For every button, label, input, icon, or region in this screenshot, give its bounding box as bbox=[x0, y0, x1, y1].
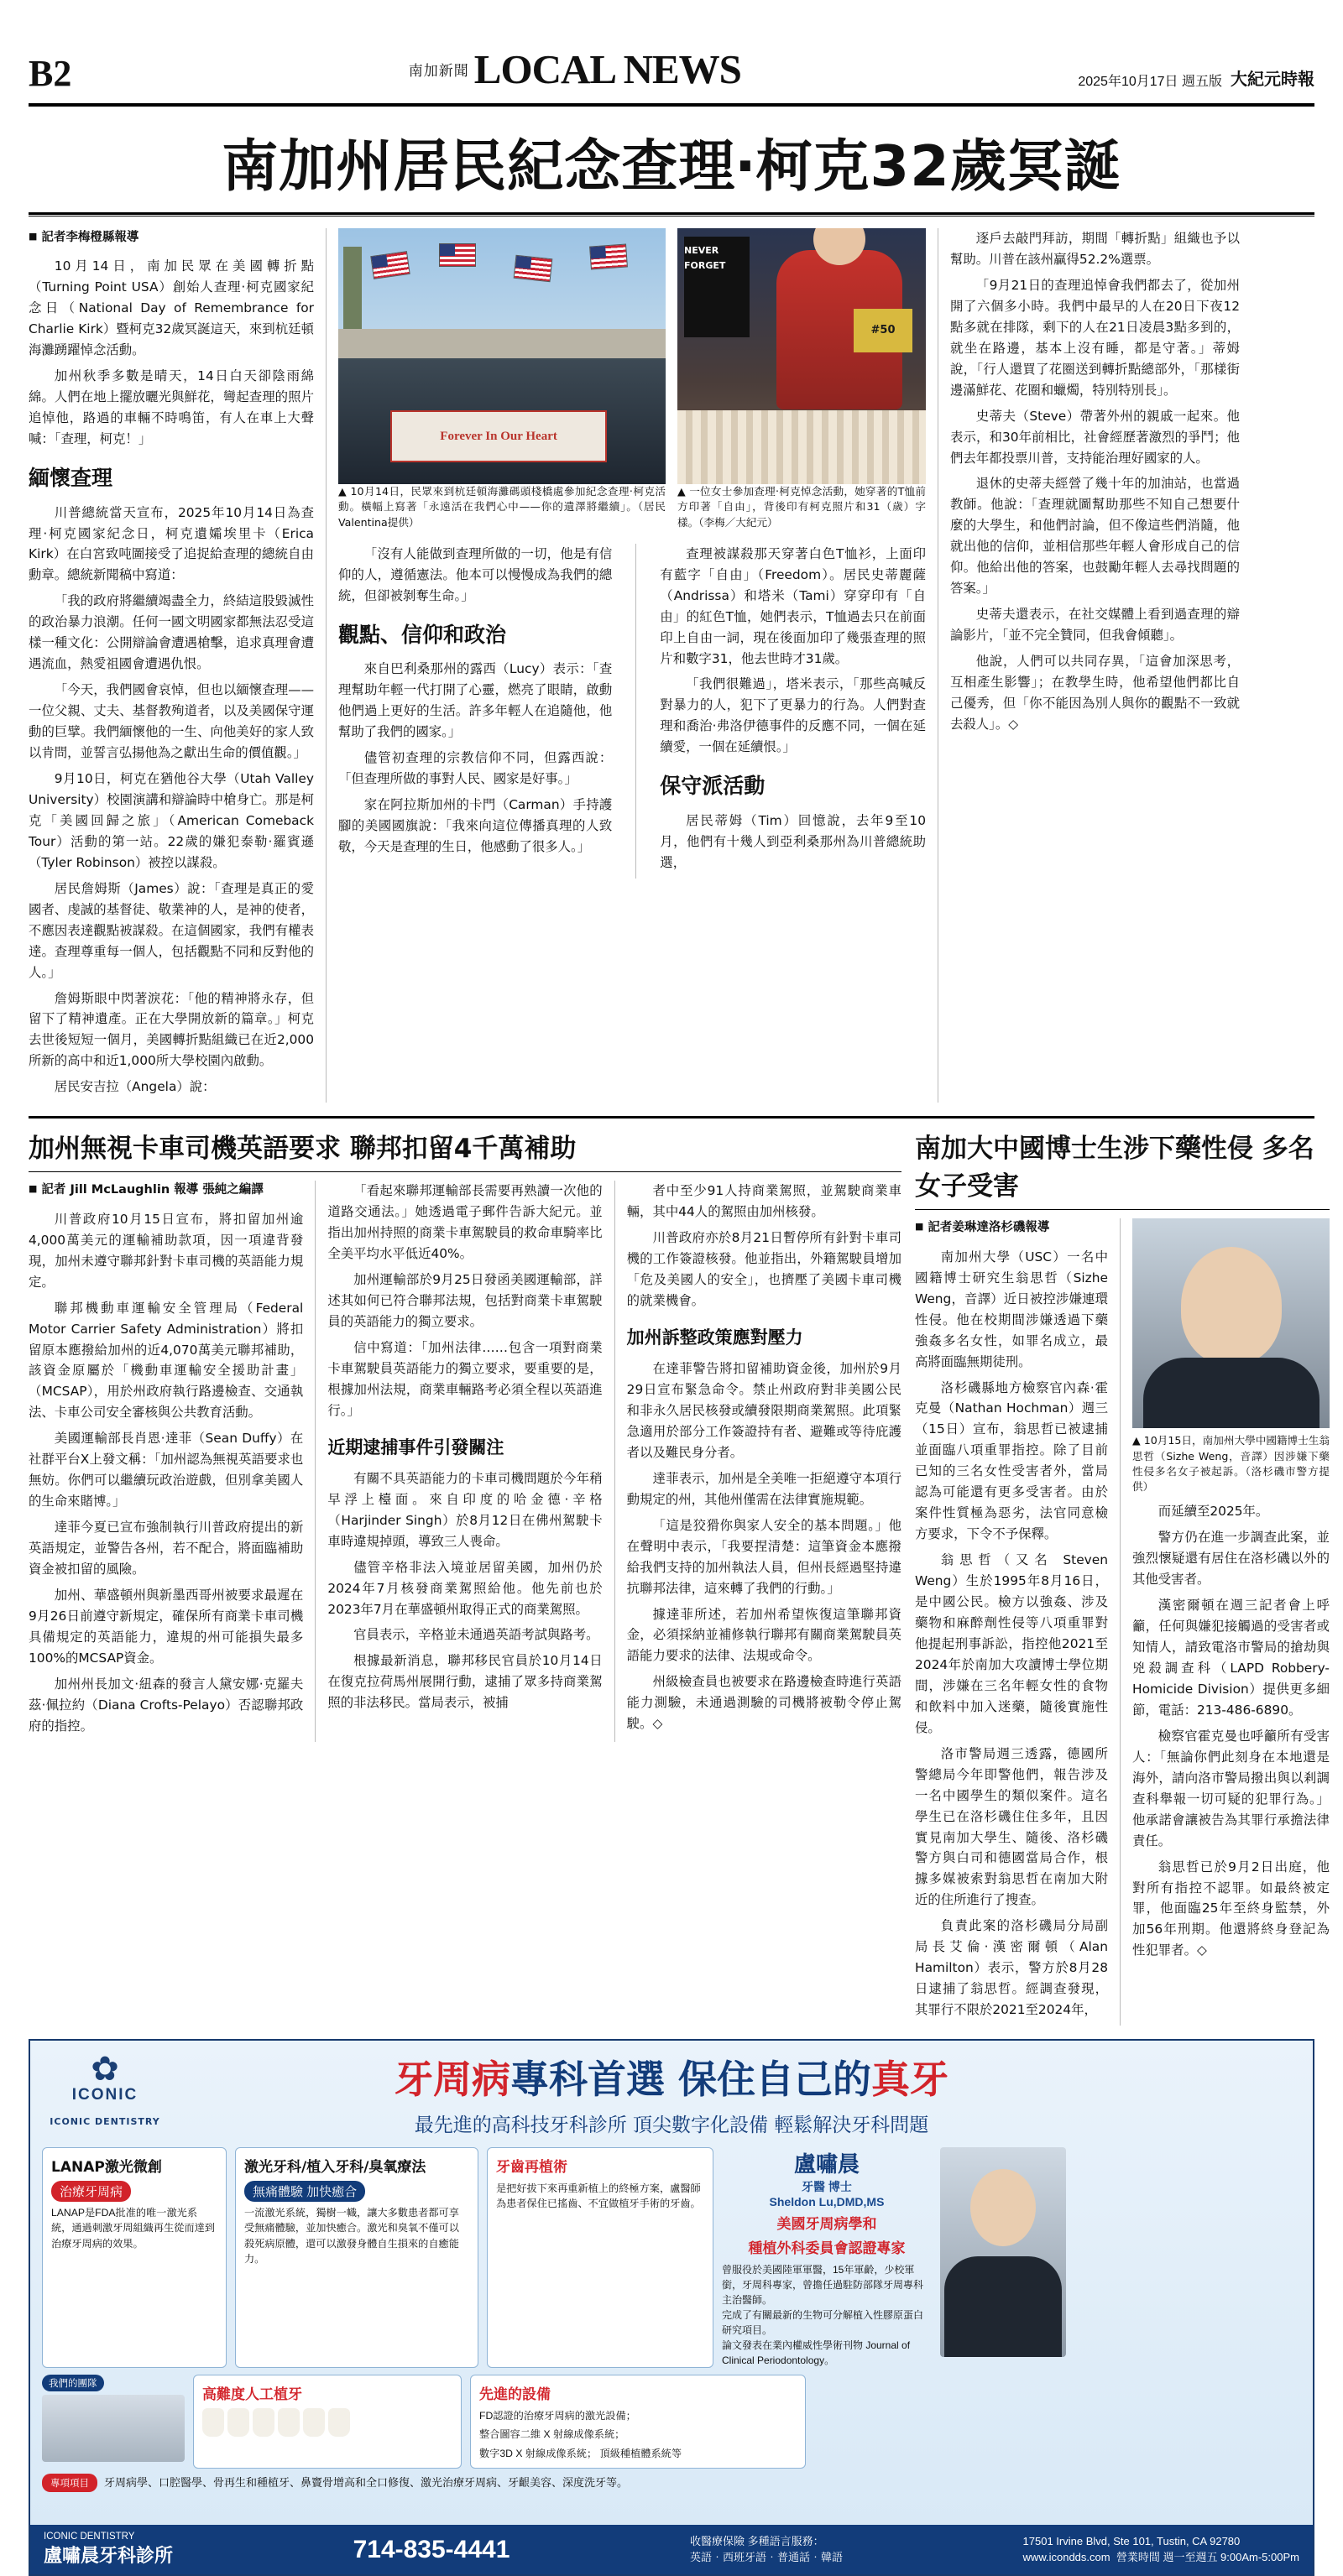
lead-right2-p-7: 史蒂夫還表示，在社交媒體上看到過查理的辯論影片，「並不完全贊同，但我會傾聽」。 bbox=[950, 607, 1240, 644]
photo-memorial-block bbox=[677, 228, 926, 530]
story3-p-7: 漢密爾頓在週三記者會上呼籲，任何與嫌犯接觸過的受害者或知情人，請致電洛市警局的搶劫與兇殺調查科（LAPD Robbery-Homicide Division）提供更多細節，電話：213-486-6890。 bbox=[1132, 1598, 1330, 1718]
ad-card-laser bbox=[235, 2147, 478, 2368]
photo-rally bbox=[338, 228, 666, 484]
story2-r-p-5: 據達菲所述，若加州希望恢復這筆聯邦資金，必須採納並補修執行聯邦有關商業駕駛員英語能力要求的法律、法規或命令。 bbox=[626, 1606, 901, 1664]
doctor-name-en: Sheldon Lu,DMD,MS bbox=[769, 2195, 885, 2209]
story2-p-2: 美國運輸部長肖恩‧達菲（Sean Duffy）在社群平台X上發文稱：「加州認為無視英語要求也無妨。你們可以繼續玩政治遊戲，但別拿美國人的生命來賭博。」 bbox=[29, 1431, 304, 1510]
ad-title-3: 保住自己的 bbox=[678, 2057, 871, 2103]
story2-p-0: 川普政府10月15日宣布，將扣留加州逾4,000萬美元的運輸補助款項，因一項違背發現，加州未遵守聯邦針對卡車司機的英語能力規定。 bbox=[29, 1211, 304, 1290]
masthead-paper-name: 大紀元時報 bbox=[1231, 69, 1314, 89]
doctor-bullet-0: 曾服役於美國陸軍軍醫，15年軍齡，少校軍銜，牙周科專家，曾擔任過駐防部隊牙周專科主治醫師。 bbox=[722, 2264, 924, 2307]
story3-col-1 bbox=[915, 1218, 1108, 2026]
tooth-icon bbox=[202, 2408, 224, 2437]
lead-s1-p-3: 9月10日，柯克在猶他谷大學（Utah Valley University）校園演講和辯論時中槍身亡。那是柯克「美國回歸之旅」（American Comeback Tour）活動的第一站。22歲的嫌犯泰勒‧羅賓遜（Tyler Robinson）被控以謀殺。 bbox=[29, 771, 314, 870]
story3-caption: ▲ 10月15日，南加州大學中國籍博士生翁思哲（Sizhe Weng，音譯）因涉嫌下藥性侵多名女子被起訴。（洛杉磯市警方提供） bbox=[1132, 1433, 1330, 1494]
story2-p-5: 加州州長加文‧紐森的發言人黛安娜‧克羅夫茲‧佩拉約（Diana Crofts-Pelayo）否認聯邦政府的指控。 bbox=[29, 1676, 304, 1734]
ad-equip-1: 整合圖容二維 X 射線成像系統； bbox=[479, 2428, 625, 2441]
lead-col-3 bbox=[950, 228, 1240, 1103]
lead-p-0: 10月14日，南加民眾在美國轉折點（Turning Point USA）創始人查理‧柯克國家紀念日（National Day of Remembrance for Charlie Kirk）暨柯克32歲冥誕這天，來到杭廷頓海灘踴躍悼念活動。 bbox=[29, 258, 314, 358]
ad-title-4: 真牙 bbox=[871, 2057, 948, 2103]
ad-clinic-en: ICONIC DENTISTRY bbox=[44, 2532, 135, 2542]
ad-address-block bbox=[1023, 2534, 1299, 2564]
story3-p-4: 負責此案的洛杉磯局分局副局長艾倫‧漢密爾頓（Alan Hamilton）表示，警方於8月28日逮捕了翁思哲。經調查發現，其罪行不限於2021至2024年， bbox=[915, 1918, 1108, 2018]
ad-header bbox=[30, 2041, 1313, 2137]
ad-address: 17501 Irvine Blvd, Ste 101, Tustin, CA 92780 bbox=[1022, 2535, 1241, 2548]
lead-mid-p-1: 來自巴利桑那州的露西（Lucy）表示：「查理幫助年輕一代打開了心靈，燃亮了眼睛，啟動他們過上更好的生活。許多年輕人在追隨他，他幫助了我們的國家。」 bbox=[338, 661, 613, 739]
ad-special-label: 專項項目 bbox=[42, 2474, 97, 2492]
story2-r-p-4: 「這是狡猾你與家人安全的基本問題。」他在聲明中表示，「我要捏清楚：這筆資金本應撥給我們支持的加州執法人員，但州長經過堅持違抗聯邦法律，這來轉了我們的行動。」 bbox=[626, 1517, 901, 1596]
never-forget-poster: NEVER FORGET bbox=[684, 237, 750, 337]
doctor-name: 盧嘯晨 bbox=[793, 2152, 860, 2178]
ad-card-1-pill: 無痛體驗 加快癒合 bbox=[244, 2181, 365, 2202]
story2-p-4: 加州、華盛頓州與新墨西哥州被要求最遲在9月26日前遵守新規定，確保所有商業卡車司機具備規定的英語能力，違規的州可能損失最多100%的MCSAP資金。 bbox=[29, 1587, 304, 1666]
ad-card-implant bbox=[193, 2375, 462, 2469]
story2-p-8: 信中寫道：「加州法律……包含一項對商業卡車駕駛員英語能力的獨立要求，要重要的是，根據加州法規，商業車輛路考必須全程以英語進行。」 bbox=[327, 1339, 603, 1418]
column-separator-5 bbox=[614, 1181, 615, 1741]
lead-story bbox=[29, 228, 1314, 1103]
ad-card-5-title: 先進的設備 bbox=[479, 2386, 551, 2404]
candles-row bbox=[677, 410, 926, 484]
lead-byline: ■ 記者李梅橙縣報導 bbox=[29, 228, 314, 248]
story2-s1-p-0: 有關不具英語能力的卡車司機問題於今年稍早浮上檯面。來自印度的哈金德‧辛格（Harjinder Singh）於8月12日在佛州駕駛卡車時違規掉頭，導致三人喪命。 bbox=[327, 1470, 603, 1549]
lead-s1-p-4: 居民詹姆斯（James）說：「查理是真正的愛國者、虔誠的基督徒、敬業神的人，是神的使者，不應因表達觀點被謀殺。在這個國家，我們有權表達。查理尊重每一個人，包括觀點不同和反對他的人。」 bbox=[29, 880, 314, 980]
ad-team bbox=[42, 2375, 185, 2469]
masthead-title-group bbox=[71, 45, 1078, 93]
page-folio: B2 bbox=[29, 53, 72, 94]
story3-headline: 南加大中國博士生涉下藥性侵 多名女子受害 bbox=[915, 1134, 1314, 1202]
lead-right-p-0: 查理被謀殺那天穿著白色T恤衫，上面印有藍字「自由」（Freedom）。居民史蒂麗薩（Andrissa）和塔米（Tami）穿穿印有「自由」的紅色T恤，她們表示，T恤過去只在前面印上自由一詞，現在後面加印了幾張查理的照片和數字31，他去世時才31歲。 bbox=[660, 545, 926, 666]
story2-s1-p-2: 官員表示，辛格並未通過英語考試與路考。 bbox=[353, 1627, 599, 1643]
doctor-title-cn: 牙醫 博士 bbox=[802, 2180, 852, 2194]
story2-r-p-0: 者中至少91人持商業駕照，並駕駛商業車輛，其中44人的駕照由加州核發。 bbox=[626, 1183, 901, 1220]
ad-card-2-title: 牙齒再植術 bbox=[496, 2159, 567, 2177]
lead-col-2b bbox=[660, 544, 926, 879]
story3-p-1: 洛杉磯縣地方檢察官內森‧霍克曼（Nathan Hochman）週三（15日）宣布，翁思哲已被逮捕並面臨八項重罪指控。除了目前已知的三名女性受害者外，當局認為可能還有更多受害者。由於案件性質極為惡劣，法官同意檢方要求，下令不予保釋。 bbox=[915, 1379, 1108, 1542]
ad-logo-sub: ICONIC DENTISTRY bbox=[50, 2116, 160, 2128]
number-badge: #50 bbox=[854, 309, 912, 352]
ad-subtitle: 最先進的高科技牙科診所 頂尖數字化設備 輕鬆解決牙科問題 bbox=[414, 2115, 929, 2137]
story3-block bbox=[901, 1119, 1330, 2026]
ad-doctor bbox=[722, 2147, 932, 2368]
secondary-stories bbox=[29, 1119, 1330, 2026]
story3-col-2 bbox=[1132, 1218, 1330, 2026]
ad-team-label: 我們的團隊 bbox=[42, 2375, 104, 2391]
ad-card-2-body: 是把好拔下來再重新植上的終極方案，盧醫師為患者保住已搖齒、不宜做植牙手術的牙齒。 bbox=[496, 2182, 701, 2210]
doctor-body bbox=[944, 2256, 1062, 2357]
story2-headline: 加州無視卡車司機英語要求 聯邦扣留4千萬補助 bbox=[29, 1134, 577, 1165]
doctor-face bbox=[970, 2169, 1036, 2246]
ad-equip-2: 數字3D X 射線成像系統； 頂級種植體系統等 bbox=[479, 2447, 682, 2459]
ad-equip-0: FD認證的治療牙周病的激光設備； bbox=[479, 2410, 636, 2422]
ad-team-photo bbox=[42, 2395, 185, 2462]
column-separator-6 bbox=[1120, 1218, 1121, 2026]
lead-right-p-1: 「我們很難過」，塔米表示，「那些高喊反對暴力的人，犯下了更暴力的行為。人們對查理和喬治‧弗洛伊德事件的反應不同，一個在延續愛，一個在延續恨。」 bbox=[660, 676, 926, 755]
ad-insurance bbox=[690, 2534, 843, 2564]
ad-card-0-body: LANAP是FDA批准的唯一激光系統，通過刺激牙周組織再生從而達到治療牙周病的效果。 bbox=[51, 2207, 215, 2250]
ad-title-2: 專科首選 bbox=[510, 2057, 665, 2103]
story3-p-5: 而延續至2025年。 bbox=[1157, 1504, 1269, 1520]
photo-memorial-caption: ▲ 一位女士參加查理‧柯克悼念活動，她穿著的T恤前方印著「自由」，背後印有柯克照片和31（歲）字樣。（李梅／大紀元） bbox=[677, 484, 926, 530]
story3-byline: ■ 記者姜琳達洛杉磯報導 bbox=[915, 1218, 1108, 1238]
ad-logo bbox=[42, 2052, 168, 2134]
ad-card-1-title: 激光牙科/植入牙科/臭氧療法 bbox=[244, 2159, 426, 2177]
ad-card-replant bbox=[487, 2147, 713, 2368]
lead-subhead-1: 緬懷查理 bbox=[29, 466, 113, 491]
story3-rule bbox=[915, 1209, 1330, 1210]
ad-title bbox=[168, 2049, 1175, 2137]
story2-rule bbox=[29, 1171, 901, 1172]
story2-r-p-6: 州級檢查員也被要求在路邊檢查時進行英語能力測驗，未通過測驗的司機將被勒令停止駕駛。◇ bbox=[626, 1674, 901, 1732]
photo-memorial bbox=[677, 228, 926, 484]
lead-s1-p-0: 川普總統當天宣布，2025年10月14日為查理‧柯克國家紀念日，柯克遺孀埃里卡（Erica Kirk）在白宮致吨圖接受了追捉給查理的總統自由勳章。總統新聞稿中寫道： bbox=[29, 504, 314, 583]
memorial-banner: Forever In Our Heart bbox=[390, 410, 606, 462]
ad-clinic-cn: 盧嘯晨牙科診所 bbox=[44, 2545, 174, 2567]
lead-right2-p-5: 史蒂夫（Steve）帶著外州的親戚一起來。他表示，和30年前相比，社會經歷著激烈的爭鬥；他們去年都投票川普，支持能治理好國家的人。 bbox=[950, 408, 1240, 466]
masthead-chinese-title: 南加新聞 bbox=[408, 63, 469, 80]
tooth-icon bbox=[303, 2408, 325, 2437]
lead-right2-p-6: 退休的史蒂夫經營了幾十年的加油站，也當過教師。他說：「查理就圖幫助那些不知自己想要什麼的大學生，和他們討論，但不像這些們消隨，他就出他的信仰，並相信那些年輕人會形成自己的信仰。他給出他的答案，也鼓勵年輕人去尋找問題的答案。」 bbox=[950, 476, 1240, 597]
tooth-logo-icon: ✿ bbox=[91, 2051, 119, 2088]
lead-col-2 bbox=[338, 228, 926, 1103]
ad-phone[interactable]: 714-835-4441 bbox=[353, 2535, 510, 2563]
ad-clinic bbox=[44, 2532, 173, 2568]
photo-rally-caption: ▲ 10月14日，民眾來到杭廷頓海灘碼頭棧橋處參加紀念查理‧柯克活動。橫幅上寫著「永遠活在我們心中——你的遺澤將繼續」。（居民Valentina提供） bbox=[338, 484, 666, 530]
story2-columns bbox=[29, 1181, 901, 1741]
masthead-date: 2025年10月17日 週五版 bbox=[1078, 75, 1222, 89]
lead-text-row bbox=[338, 544, 926, 879]
lead-s1-p-6: 居民安吉拉（Angela）說： bbox=[54, 1079, 216, 1095]
story2-r-p-1: 川普政府亦於8月21日暫停所有針對卡車司機的工作簽證核發。他並指出，外籍駕駛員增加「危及美國人的安全」，也擠壓了美國卡車司機的就業機會。 bbox=[626, 1230, 901, 1309]
ad-insurance-1: 收醫療保險 多種語言服務： bbox=[689, 2535, 824, 2548]
story2-r-p-2: 在達菲警告將扣留補助資金後，加州於9月29日宣布緊急命令。禁止州政府對非美國公民和非永久居民核發或續發限期商業駕照。此項緊急適用於部分工作簽證持有者、避難或等待庇護者以及難民身分者。 bbox=[626, 1361, 901, 1460]
doctor-bullets bbox=[722, 2262, 932, 2368]
story2-col-1 bbox=[29, 1181, 303, 1741]
tooth-icon bbox=[328, 2408, 350, 2437]
story3-columns bbox=[915, 1218, 1330, 2026]
masthead-english-title: LOCAL NEWS bbox=[473, 46, 741, 92]
lead-right2-p-8: 他說，人們可以共同存異，「這會加深思考，互相產生影響」；在教學生時，他希望他們都比自己優秀，但「你不能因為別人與你的觀點不一致就去殺人」。◇ bbox=[950, 654, 1240, 732]
ad-special-text: 牙周病學、口腔醫學、骨再生和種植牙、鼻竇骨增高和全口修復、激光治療牙周病、牙齦美容、深度洗牙等。 bbox=[104, 2475, 629, 2489]
ad-card-0-title: LANAP激光微創 bbox=[51, 2159, 162, 2177]
story2-s1-p-3: 根據最新消息，聯邦移民官員於10月14日在復克拉荷馬州展開行動，逮捕了眾多持商業駕照的非法移民。當局表示，被捕 bbox=[327, 1653, 603, 1711]
lead-mid-p-2: 儘管初查理的宗教信仰不同，但露西說：「但查理所做的事對人民、國家是好事。」 bbox=[338, 749, 613, 786]
story2-block bbox=[29, 1119, 901, 2026]
tooth-icon bbox=[227, 2408, 249, 2437]
doctor-bullet-1: 完成了有關最新的生物可分解植入性膠原蛋白研究項目。 bbox=[722, 2309, 924, 2337]
ad-card-1-body: 一流激光系統，獨樹一幟，讓大多數患者都可享受無痛體驗，並加快癒合。激光和臭氧不僅可以殺死病原體，還可以激發身體自生損來的自癒能力。 bbox=[244, 2207, 459, 2265]
column-separator-4 bbox=[315, 1181, 316, 1741]
lead-subhead-2: 觀點、信仰和政治 bbox=[338, 622, 507, 647]
tooth-icon bbox=[278, 2408, 300, 2437]
photo-rally-buildings bbox=[338, 329, 666, 362]
story2-byline: ■ 記者 Jill McLaughlin 報導 張純之編譯 bbox=[29, 1181, 303, 1200]
tooth-icon bbox=[253, 2408, 274, 2437]
ad-card-equipment bbox=[470, 2375, 806, 2469]
lead-s1-p-2: 「今天，我們國會哀悼，但也以緬懷查理——一位父親、丈夫、基督教殉道者，以及美國保守運動的巨擘。我們緬懷他的一生、向他美好的家人致以肯問，並誓言弘揚他為之獻出生命的價值觀。」 bbox=[29, 682, 314, 761]
story2-subhead: 近期逮捕事件引發關注 bbox=[327, 1437, 504, 1457]
lead-headline: 南加州居民紀念查理‧柯克32歲冥誕 bbox=[222, 133, 1121, 199]
doctor-role-1: 美國牙周病學和 bbox=[776, 2216, 877, 2233]
lead-right2-p-4: 「9月21日的查理追悼會我們都去了，從加州開了六個多小時。我們中最早的人在20日下夜12點多就在排隊，剩下的人在21日凌晨3點多到的，就坐在路邊，基本上沒有睡，都是守著。」蒂姆說，「行人還買了花圈送到轉折點總部外，「那樣街邊滿鮮花、花圈和蠟燭，特別特別長」。 bbox=[950, 277, 1240, 398]
lead-p-1: 加州秋季多數是晴天，14日白天卻陰雨綿綿。人們在地上擺放曬光與鮮花，彎起查理的照片追悼他，路過的車輛不時鳴笛，有人在車上大聲喊：「查理，柯克！」 bbox=[29, 368, 314, 447]
doctor-bullet-2: 論文發表在業內權威性學術刊物 Journal of Clinical Periodontology。 bbox=[722, 2339, 911, 2367]
story2-subhead-2: 加州訴整政策應對壓力 bbox=[626, 1327, 803, 1348]
story3-p-2: 翁思哲（又名 Steven Weng）生於1995年8月16日，是中國公民。檢方以強姦、涉及藥物和麻醉劑性侵等八項重罪對他提起刑事訴訟，指控他2021至2024年於南加大攻讀博士學位期間，涉嫌在三名年輕女性的食物和飲料中加入迷藥，隨後實施性侵。 bbox=[915, 1552, 1108, 1735]
ad-body-2 bbox=[30, 2368, 1313, 2469]
story2-p-7: 加州運輸部於9月25日發函美國運輸部，詳述其如何已符合聯邦法規，包括對商業卡車駕駛員的英語能力的獨立要求。 bbox=[327, 1272, 603, 1330]
ad-card-0-pill: 治療牙周病 bbox=[51, 2181, 131, 2202]
ad-title-1: 牙周病 bbox=[394, 2057, 510, 2103]
ad-website[interactable]: www.icondds.com bbox=[1022, 2550, 1110, 2563]
story2-p-6: 「看起來聯邦運輸部長需要再熟讀一次他的道路交通法。」她透過電子郵件告訴大紀元。並指出加州持照的商業卡車駕駛員的救命車騎率比全美平均水平低近40%。 bbox=[327, 1183, 603, 1262]
masthead bbox=[29, 0, 1314, 100]
photo-rally-block bbox=[338, 228, 666, 530]
story2-col-3 bbox=[627, 1181, 901, 1741]
lead-s1-p-5: 詹姆斯眼中閃著淚花：「他的精神將永存，但留下了精神遺產。正在大學開放新的篇章。」柯克去世後短短一個月，美國轉折點組織已在近2,000所新的高中和近1,000所大學校園內啟動。 bbox=[29, 990, 314, 1069]
story3-p-6: 警方仍在進一步調查此案，並強烈懷疑還有居住在洛杉磯以外的其他受害者。 bbox=[1132, 1530, 1330, 1588]
us-flag-icon bbox=[439, 243, 476, 267]
ad-body bbox=[30, 2137, 1313, 2368]
us-flag-icon bbox=[514, 255, 553, 282]
story2-col-2 bbox=[327, 1181, 602, 1741]
story3-p-8: 檢察官霍克曼也呼籲所有受害人：「無論你們此刻身在本地還是海外，請向洛市警局撥出與以剎調查科舉報一切可疑的犯罪行為。」他承諾會讓被告為其罪行承擔法律責任。 bbox=[1132, 1728, 1330, 1849]
story3-p-3: 洛市警局週三透露，德國所警總局今年即警他們，報告涉及一名中國學生的類似案件。這名學生已在洛杉磯住住多年，且因實見南加大學生、隨後、洛杉磯警方與白司和德國當局合作，根據多媒被索對翁思哲在南加大附近的住所進行了搜查。 bbox=[915, 1745, 1108, 1908]
portrait-face bbox=[1181, 1247, 1282, 1364]
us-flag-icon bbox=[589, 243, 628, 269]
ad-card-4-title: 高難度人工植牙 bbox=[202, 2386, 302, 2404]
lead-photo-row bbox=[338, 228, 926, 535]
ad-hours: 營業時間 週一至週五 9:00Am-5:00Pm bbox=[1116, 2550, 1299, 2563]
mourner-head bbox=[813, 228, 865, 265]
lead-mid-p-0: 「沒有人能做到查理所做的一切，他是有信仰的人，遵循憲法。他本可以慢慢成為我們的總統，但卻被剝奪生命。」 bbox=[338, 545, 613, 603]
teeth-row bbox=[202, 2408, 452, 2437]
ad-insurance-2: 英語‧西班牙語‧普通話‧韓語 bbox=[689, 2550, 843, 2563]
lead-col-2a bbox=[338, 544, 612, 879]
lead-col-1 bbox=[29, 228, 314, 1103]
masthead-date-group bbox=[1078, 65, 1314, 90]
lead-s1-p-1: 「我的政府將繼續竭盡全力，終結這股毀滅性的政治暴力浪潮。任何一國文明國家都無法忍受這樣一種文化：公開辯論會遭遇槍擊，追求真理會遭遇流血，熱愛祖國會遭遇仇恨。 bbox=[29, 593, 314, 672]
story2-p-1: 聯邦機動車運輸安全管理局（Federal Motor Carrier Safety Administration）將扣留原本應撥給加州的近4,070萬美元聯邦補助，該資金原屬於「機動車運輸安全援助計畫」（MCSAP），用於州政府執行路邊檢查、交通執法、卡車公司安全審核與公共教育活動。 bbox=[29, 1300, 304, 1421]
story2-r-p-3: 達菲表示，加州是全美唯一拒絕遵守本項行動規定的州，其他州僅需在法律實施規範。 bbox=[626, 1470, 901, 1507]
story2-s1-p-1: 儘管辛格非法入境並居留美國，加州仍於2024年7月核發商業駕照給他。他先前也於2023年7月在華盛頓州取得正式的商業駕照。 bbox=[327, 1559, 603, 1617]
advertisement[interactable] bbox=[29, 2039, 1314, 2576]
ad-special bbox=[30, 2469, 1313, 2492]
ad-logo-name: ICONIC bbox=[71, 2086, 138, 2104]
story3-p-0: 南加州大學（USC）一名中國籍博士研究生翁思哲（Sizhe Weng，音譯）近日被控涉嫌連環性侵。他在校期間涉嫌透過下藥強姦多名女性，如罪名成立，最高將面臨無期徒刑。 bbox=[915, 1249, 1108, 1369]
doctor-photo bbox=[940, 2147, 1066, 2368]
doctor-role-2: 種植外科委員會認證專家 bbox=[748, 2240, 906, 2257]
lead-subhead-3: 保守派活動 bbox=[660, 774, 766, 799]
lead-right2-p-3: 逐戶去敲門拜訪，期間「轉折點」組織也予以幫助。川普在該州贏得52.2%選票。 bbox=[950, 231, 1240, 267]
lead-right-p-2: 居民蒂姆（Tim）回憶說，去年9至10月，他們有十幾人到亞利桑那州為川普總統助選， bbox=[660, 812, 926, 870]
column-separator-1 bbox=[326, 228, 327, 1103]
story3-portrait bbox=[1132, 1218, 1330, 1428]
ad-footer bbox=[30, 2525, 1313, 2574]
story2-p-3: 達菲今夏已宣布強制執行川普政府提出的新英語規定，並警告各州，若不配合，將面臨補助資金被扣留的風險。 bbox=[29, 1520, 304, 1577]
headline-rule bbox=[29, 212, 1314, 216]
story3-p-9: 翁思哲已於9月2日出庭，他對所有指控不認罪。如最終被定罪，他面臨25年至終身監禁，外加56年刑期。他還將終身登記為性犯罪者。◇ bbox=[1132, 1859, 1330, 1958]
us-flag-icon bbox=[370, 251, 410, 279]
portrait-body bbox=[1143, 1358, 1319, 1428]
column-separator-2 bbox=[635, 544, 636, 879]
ad-card-lanap bbox=[42, 2147, 227, 2368]
lead-mid-p-3: 家在阿拉斯加州的卡門（Carman）手持護腳的美國國旗說：「我來向這位傳播真理的人致敬，今天是查理的生日，他感動了很多人。」 bbox=[338, 796, 613, 854]
